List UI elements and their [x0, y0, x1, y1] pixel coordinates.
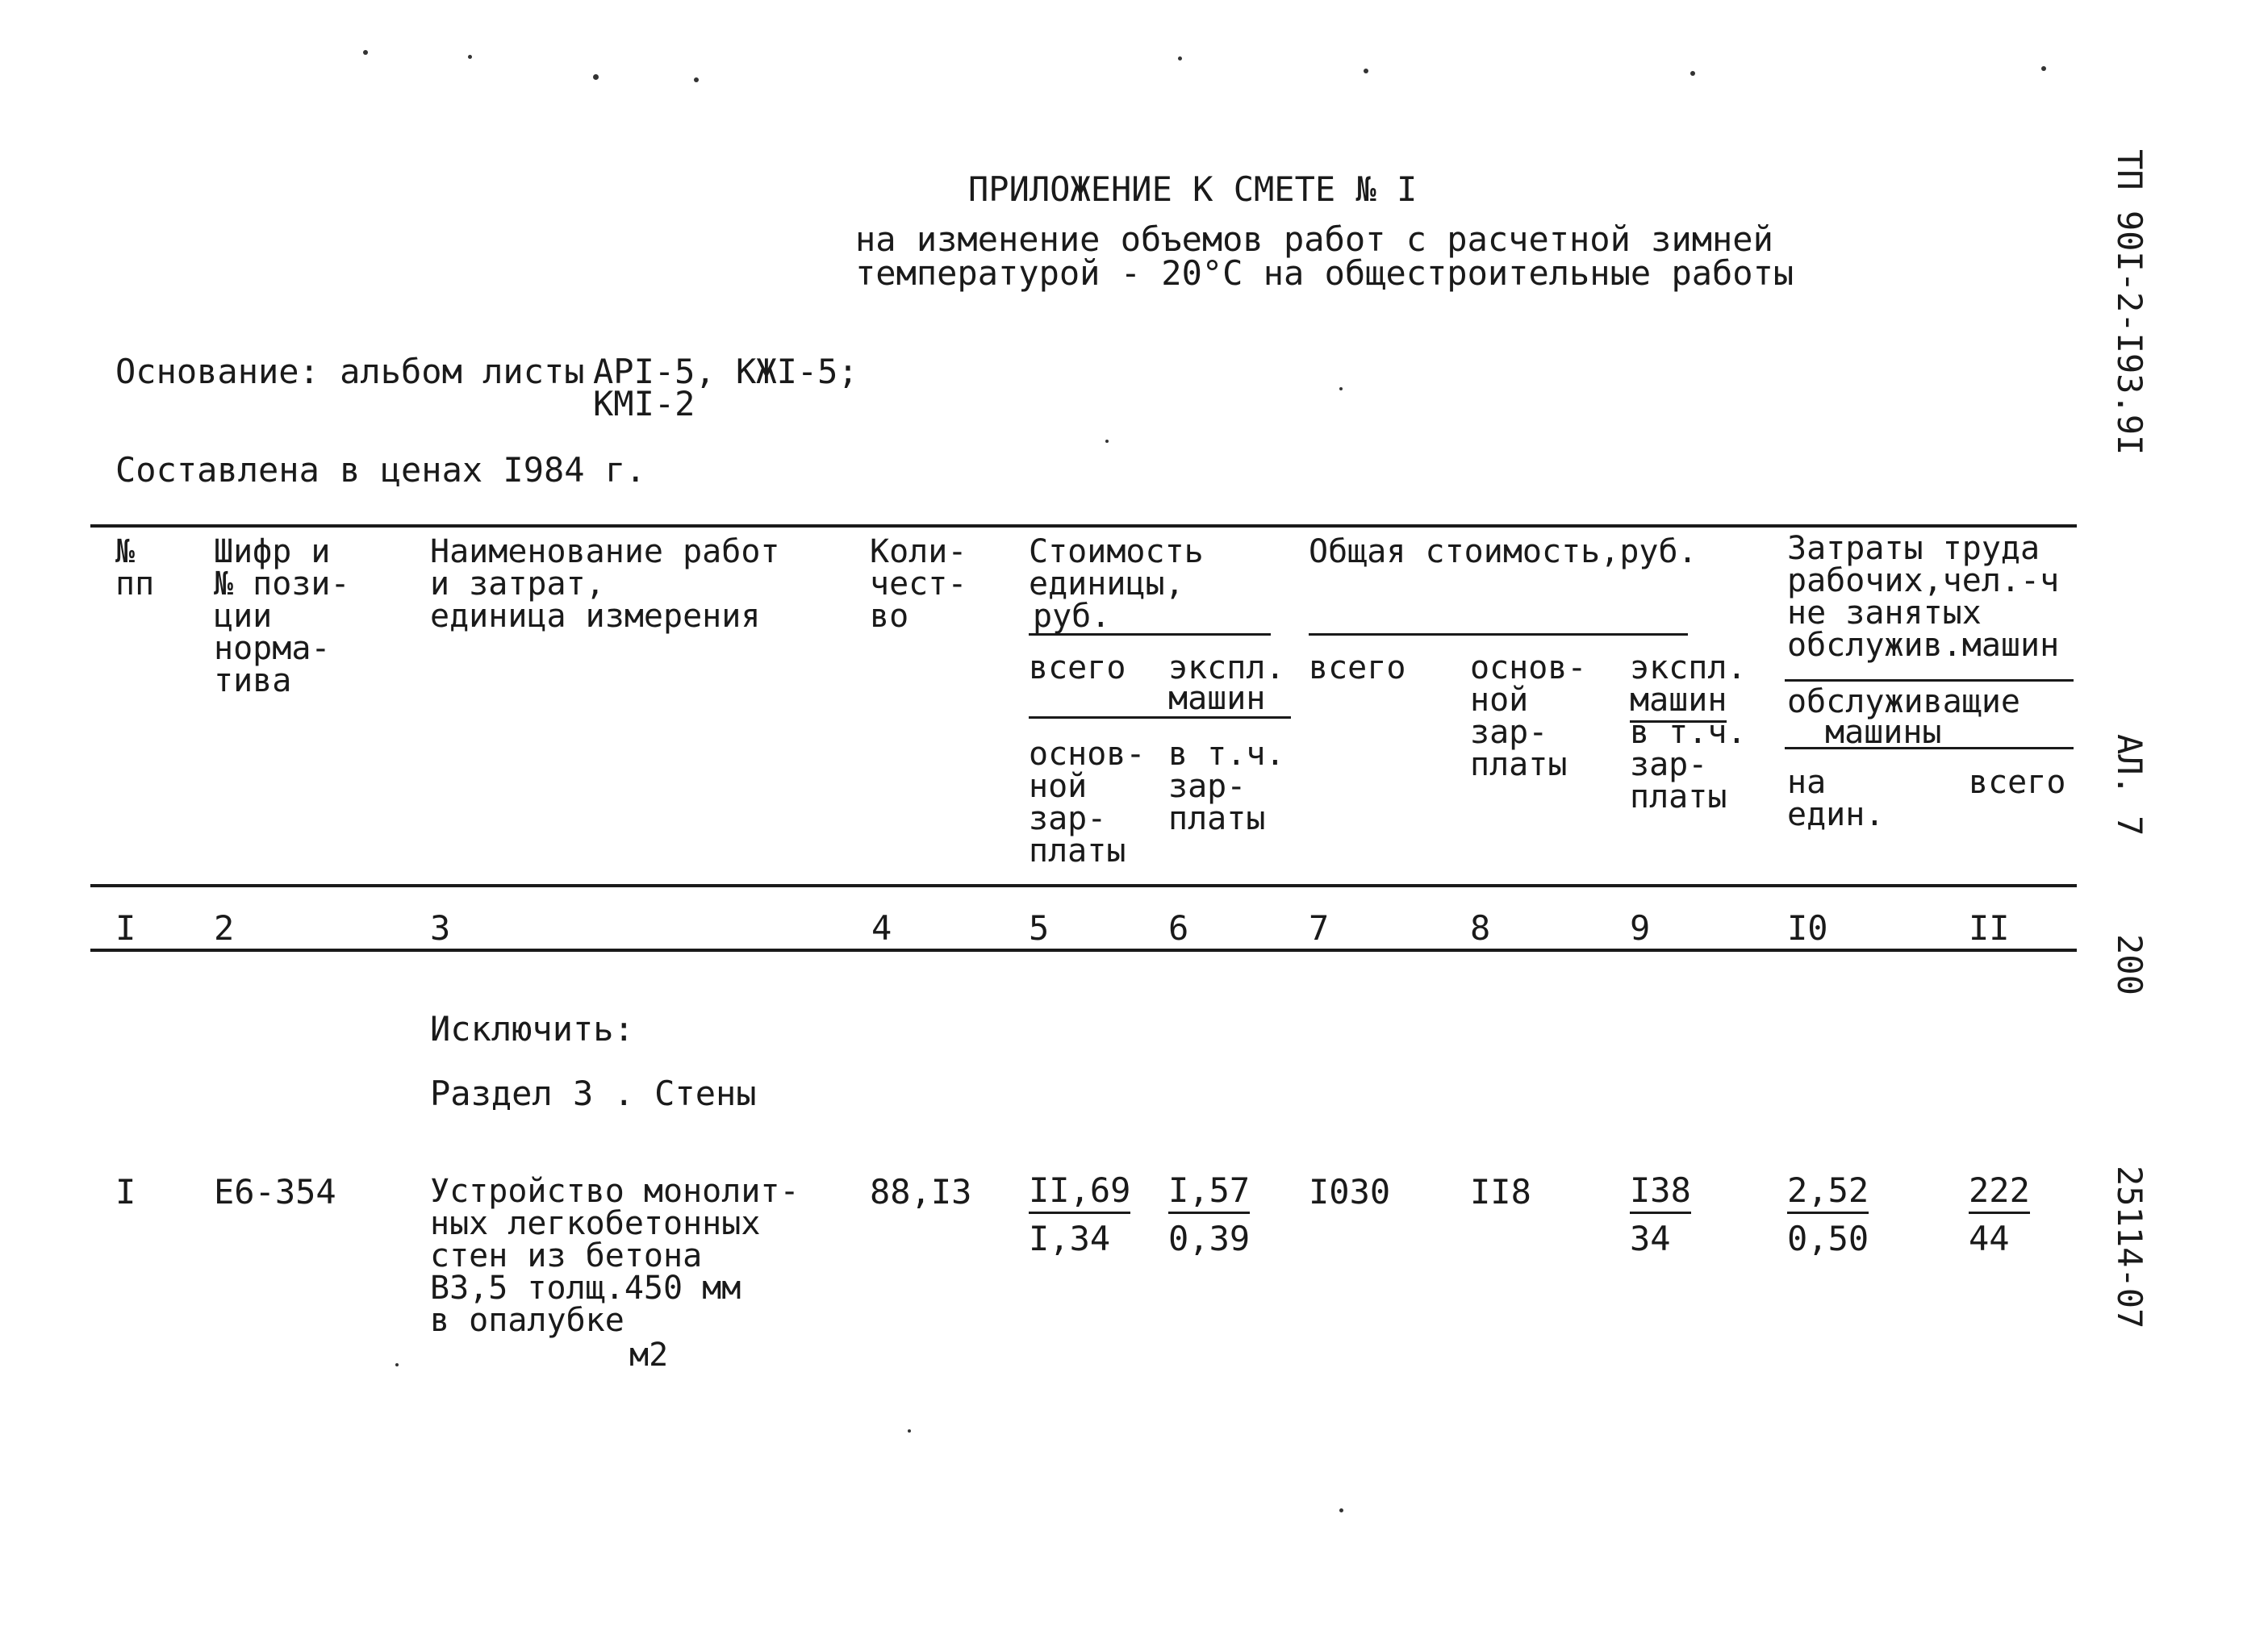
header-labor-line4: обслужив.машин: [1787, 627, 2060, 664]
header-tc-incl-line1: в т.ч.: [1630, 714, 1747, 751]
scan-speck: [1105, 440, 1109, 443]
column-number-9: 9: [1630, 908, 1651, 948]
basis-refs-line2: КМI-2: [593, 384, 695, 423]
row-tc-machines-cell: [1630, 1170, 1691, 1210]
header-uc-base-line3: зар-: [1029, 800, 1107, 837]
header-uc-base-line1: основ-: [1029, 736, 1146, 773]
header-labor-per-unit-line2: един.: [1787, 796, 1885, 833]
header-tc-base-line1: основ-: [1470, 649, 1587, 686]
column-number-10: I0: [1787, 908, 1828, 948]
scan-speck: [2041, 66, 2046, 71]
row-code: Е6-354: [214, 1172, 336, 1212]
row-labor-per-unit-cell: [1787, 1170, 1869, 1210]
scan-speck: [363, 50, 368, 55]
sheet-label: АЛ. 7: [2110, 734, 2149, 836]
scan-speck: [1364, 69, 1368, 73]
row-uc-base-wages: I,34: [1029, 1219, 1111, 1258]
header-col2-line5: тива: [214, 662, 292, 699]
header-uc-machines-line1: экспл.: [1168, 649, 1285, 686]
header-col4-line3: во: [870, 598, 909, 635]
header-col1-line2: пп: [115, 565, 155, 603]
header-uc-incl-line3: платы: [1168, 800, 1266, 837]
row-name-line3: стен из бетона: [430, 1237, 703, 1274]
scan-speck: [593, 74, 599, 80]
column-number-3: 3: [430, 908, 451, 948]
header-labor-service-line2: машины: [1825, 714, 1942, 751]
column-number-6: 6: [1168, 908, 1189, 948]
header-uc-base-line2: ной: [1029, 768, 1088, 805]
column-number-11: II: [1969, 908, 2010, 948]
header-col3-line2: и затрат,: [430, 565, 605, 603]
header-labor-per-unit-line1: на: [1787, 764, 1827, 801]
header-col2-line3: ции: [214, 598, 273, 635]
header-labor-total: всего: [1969, 764, 2066, 801]
column-number-1: I: [115, 908, 136, 948]
header-col2-line4: норма-: [214, 630, 331, 667]
prices-note: Составлена в ценах I984 г.: [115, 450, 646, 490]
header-tc-base-line2: ной: [1470, 682, 1529, 719]
header-tc-base-line3: зар-: [1470, 714, 1548, 751]
header-total-cost: Общая стоимость,руб.: [1309, 533, 1698, 570]
column-number-5: 5: [1029, 908, 1050, 948]
header-tc-machines-underlined: машин: [1630, 682, 1727, 723]
row-name-line4: В3,5 толщ.450 мм: [430, 1270, 741, 1307]
header-labor-service-line1: обслуживащие: [1787, 683, 2020, 720]
appendix-subtitle-line2: температурой - 20°С на общестроительные работы: [855, 253, 1794, 293]
header-labor-line1: Затраты труда: [1787, 530, 2040, 567]
row-tc-machines: I38: [1630, 1170, 1691, 1214]
header-tc-base-line4: платы: [1470, 746, 1568, 783]
row-number: I: [115, 1172, 136, 1212]
header-labor-line2: рабочих,чел.-ч: [1787, 562, 2060, 599]
header-uc-machines-line2: машин: [1168, 680, 1266, 717]
scan-speck: [468, 55, 472, 59]
row-name-line1: Устройство монолит-: [430, 1173, 800, 1210]
row-labor-service-total: 44: [1969, 1219, 2010, 1258]
scan-speck: [694, 77, 699, 82]
column-number-8: 8: [1470, 908, 1491, 948]
column-number-7: 7: [1309, 908, 1330, 948]
header-col4-line2: чест-: [870, 565, 967, 603]
project-code: ТП 90I-2-I93.9I: [2110, 149, 2149, 456]
header-bottom-rule: [90, 884, 2077, 887]
page-number: 200: [2110, 934, 2149, 995]
header-uc-incl-line1: в т.ч.: [1168, 736, 1285, 773]
row-uc-machines-cell: [1168, 1170, 1251, 1210]
appendix-subtitle-line1: на изменение объемов работ с расчетной зимней: [855, 219, 1773, 259]
row-tc-total: I030: [1309, 1172, 1391, 1212]
header-uc-incl-line2: зар-: [1168, 768, 1247, 805]
total-cost-rule: [1309, 633, 1688, 636]
row-unit: м2: [629, 1337, 669, 1374]
header-unit-cost-rub: руб.: [1033, 598, 1111, 635]
header-uc-base-line4: платы: [1029, 832, 1126, 870]
basis-label: Основание: альбом листы: [115, 352, 585, 391]
header-tc-machines-line1: экспл.: [1630, 649, 1747, 686]
scan-speck: [1339, 1508, 1343, 1512]
row-labor-per-unit: 2,52: [1787, 1170, 1869, 1214]
header-col4-line1: Коли-: [870, 533, 967, 570]
header-tc-incl-line2: зар-: [1630, 746, 1708, 783]
row-tc-base-wages: II8: [1470, 1172, 1531, 1212]
header-unit-cost-line2: единицы,: [1029, 565, 1184, 603]
section-title: Раздел 3 . Стены: [430, 1074, 757, 1113]
header-tc-incl-line3: платы: [1630, 778, 1727, 816]
exclude-label: Исключить:: [430, 1009, 634, 1049]
header-col1-line1: №: [115, 533, 136, 570]
row-quantity: 88,I3: [870, 1172, 972, 1212]
scan-speck: [1178, 56, 1182, 60]
scan-speck: [908, 1429, 911, 1433]
header-labor-line3: не занятых: [1787, 594, 1982, 632]
scan-speck: [1690, 71, 1695, 76]
row-name-line5: в опалубке: [430, 1302, 624, 1339]
row-uc-total: II,69: [1029, 1170, 1130, 1214]
row-tc-incl-wages: 34: [1630, 1219, 1671, 1258]
header-tc-machines-line2: [1630, 682, 1727, 719]
column-numbers-rule: [90, 949, 2077, 952]
header-col2-line2: № пози-: [214, 565, 350, 603]
row-labor-total-cell: [1969, 1170, 2030, 1210]
header-col3-line1: Наименование работ: [430, 533, 780, 570]
header-unit-cost-line1: Стоимость: [1029, 533, 1204, 570]
row-name-line2: ных легкобетонных: [430, 1205, 761, 1242]
column-number-2: 2: [214, 908, 235, 948]
row-uc-machines: I,57: [1168, 1170, 1250, 1214]
doc-number: 25114-07: [2110, 1166, 2149, 1329]
header-col3-line3: единица измерения: [430, 598, 761, 635]
header-col2-line1: Шифр и: [214, 533, 331, 570]
table-top-rule: [90, 524, 2077, 528]
row-labor-service-unit: 0,50: [1787, 1219, 1869, 1258]
scan-speck: [395, 1363, 399, 1366]
row-uc-total-cell: [1029, 1170, 1131, 1210]
labor-rule-1: [1785, 679, 2074, 682]
header-tc-total: всего: [1309, 649, 1406, 686]
row-uc-incl-wages: 0,39: [1168, 1219, 1251, 1258]
appendix-title: ПРИЛОЖЕНИЕ К СМЕТЕ № I: [968, 169, 1418, 209]
header-uc-total: всего: [1029, 649, 1126, 686]
column-number-4: 4: [871, 908, 892, 948]
scan-speck: [1339, 387, 1343, 390]
basis-refs-line1: АРI-5, КЖI-5;: [593, 352, 858, 391]
row-labor-total: 222: [1969, 1170, 2030, 1214]
